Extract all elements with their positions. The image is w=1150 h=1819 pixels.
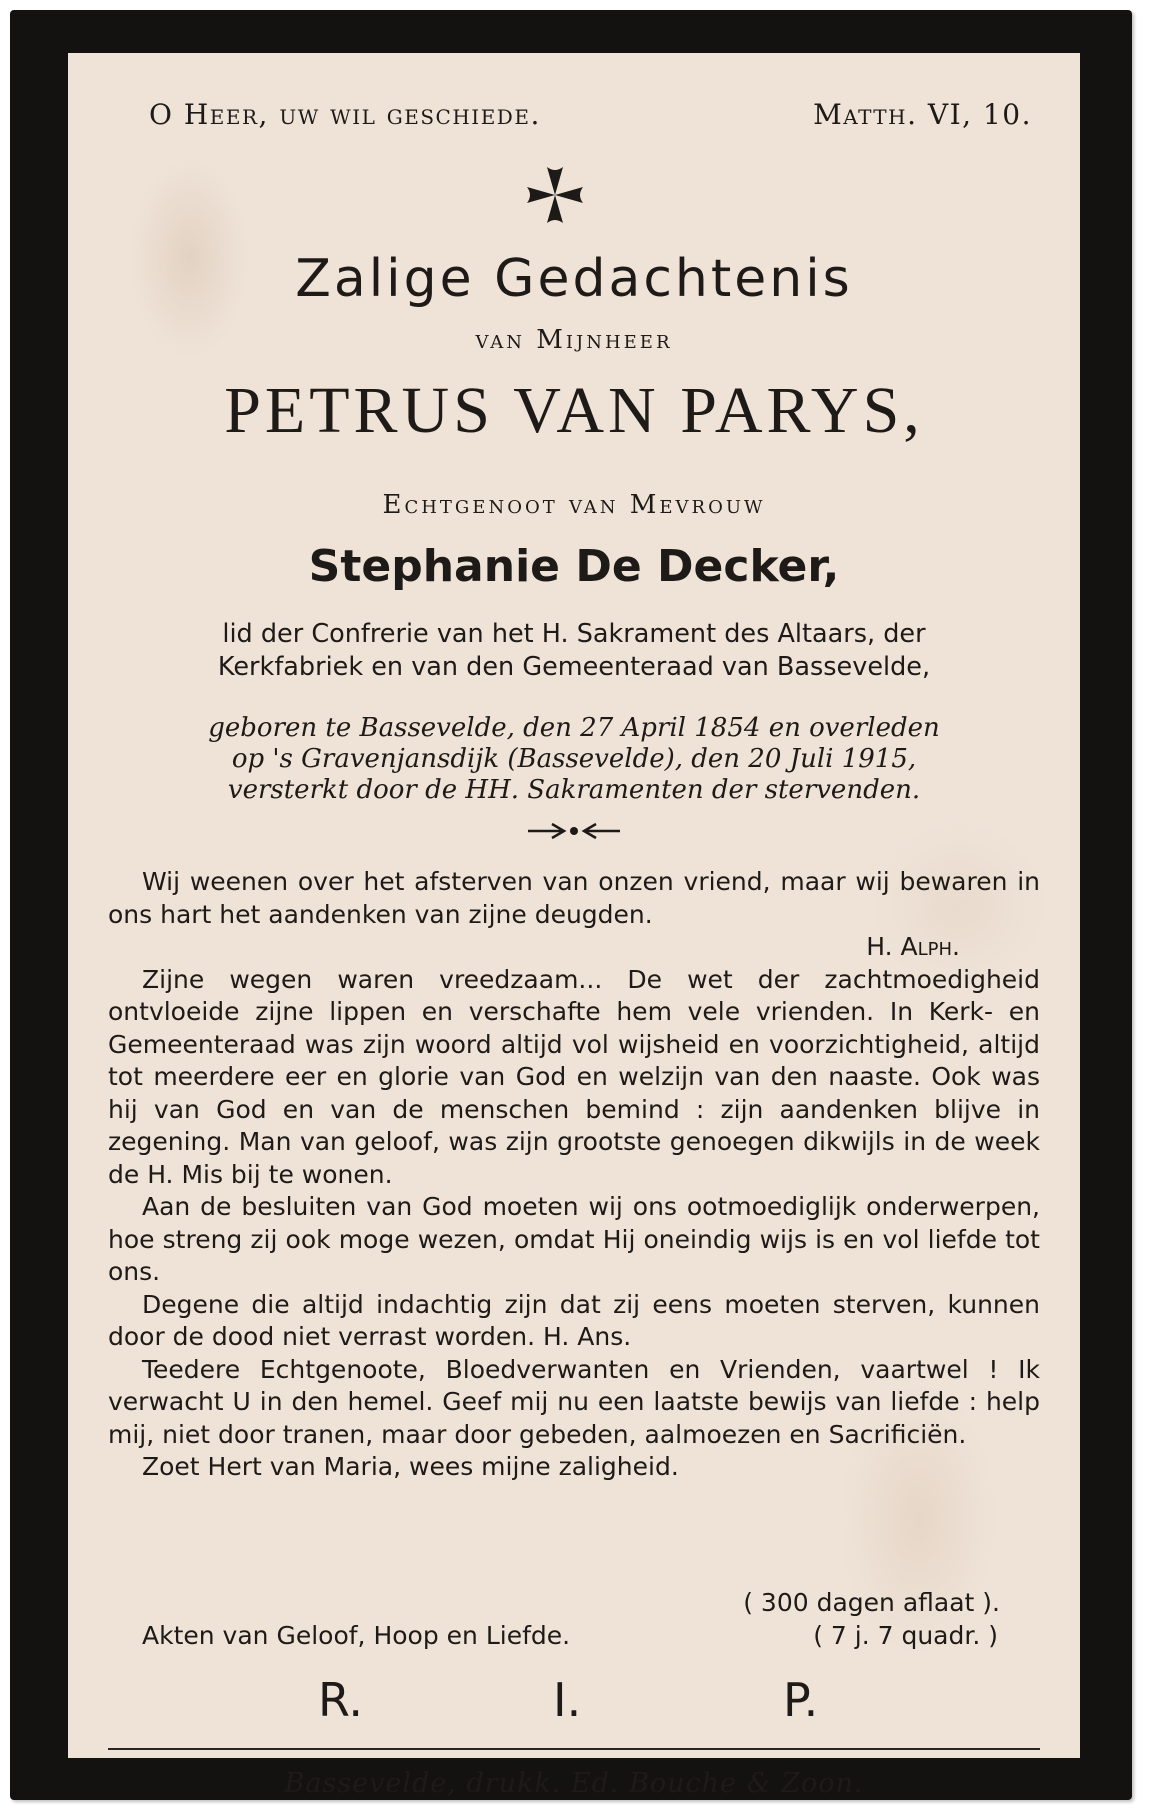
rip-letter: P. xyxy=(783,1673,819,1727)
divider-rule xyxy=(108,1748,1040,1750)
birth-death-text xyxy=(98,713,1050,806)
printer-line: Bassevelde, drukk. Ed. Bouche & Zoon. xyxy=(284,1768,864,1799)
membership-line: lid der Confrerie van het H. Sakrament des Altaars, der xyxy=(222,619,926,649)
spouse-relation-line: Echtgenoot van Mevrouw xyxy=(382,490,766,520)
rip-letter: R. xyxy=(318,1673,363,1727)
paragraph: Wij weenen over het afsterven van onzen vriend, maar wij bewaren in ons hart het aandenken van zijne deugden. xyxy=(108,867,1040,929)
dates-line: op 's Gravenjansdijk (Bassevelde), den 20 Juli 1915, xyxy=(231,744,917,774)
paragraph: Zijne wegen waren vreedzaam... De wet der zachtmoedigheid ontvloeide zijne lippen en verschafte hem vele vrienden. In Kerk- en Gemeenteraad was zijn woord altijd vol wijsheid en voorzichtigheid, altijd tot meerdere eer en glorie van God en welzijn van den naaste. Ook was hij van God en van de menschen bemind : zijn aandenken blijve in zegening. Man van geloof, was zijn grootste genoegen dikwijls in de week de H. Mis bij te wonen. xyxy=(108,964,1040,1189)
rip-letter: I. xyxy=(553,1673,582,1727)
indulgence-note: ( 7 j. 7 quadr. ) xyxy=(813,1621,998,1650)
acts-line: Akten van Geloof, Hoop en Liefde. xyxy=(142,1621,571,1650)
ornament-divider-icon xyxy=(524,819,624,843)
honorific-line: van Mijnheer xyxy=(475,325,673,355)
paragraph: Zoet Hert van Maria, wees mijne zaligheid. xyxy=(142,1452,679,1481)
paragraph: Aan de besluiten van God moeten wij ons ootmoediglijk onderwerpen, hoe streng zij ook moge wezen, omdat Hij oneindig wijs is en vol liefde tot ons. xyxy=(108,1192,1040,1286)
paragraph: Teedere Echtgenoote, Bloedverwanten en Vrienden, vaartwel ! Ik verwacht U in den hemel. Geef mij nu een laatste bewijs van liefde : help mij, niet door tranen, maar door gebeden, aalmoezen en Sacrificiën. xyxy=(108,1354,1040,1449)
dates-line: versterkt door de HH. Sakramenten der stervenden. xyxy=(227,775,921,805)
indulgence-note: ( 300 dagen aflaat ). xyxy=(743,1588,1000,1617)
mourning-card-border xyxy=(10,10,1132,1800)
membership-line: Kerkfabriek en van den Gemeenteraad van Bassevelde, xyxy=(217,652,931,682)
maltese-cross-icon xyxy=(523,163,587,227)
memorial-body xyxy=(108,866,1040,1484)
deceased-name: PETRUS VAN PARYS, xyxy=(224,374,924,447)
bible-citation: Matth. VI, 10. xyxy=(813,98,1032,131)
membership-text xyxy=(108,618,1040,684)
signature: H. Alph. xyxy=(866,932,960,961)
spouse-name: Stephanie De Decker, xyxy=(308,541,840,592)
paragraph: Degene die altijd indachtig zijn dat zij eens moeten sterven, kunnen door de dood niet verrast worden. H. Ans. xyxy=(108,1289,1040,1351)
dates-line: geboren te Bassevelde, den 27 April 1854 en overleden xyxy=(208,713,940,743)
memorial-title: Zalige Gedachtenis xyxy=(295,249,853,309)
memorial-card xyxy=(68,53,1080,1799)
prayer-line: O Heer, uw wil geschiede. xyxy=(149,98,541,131)
